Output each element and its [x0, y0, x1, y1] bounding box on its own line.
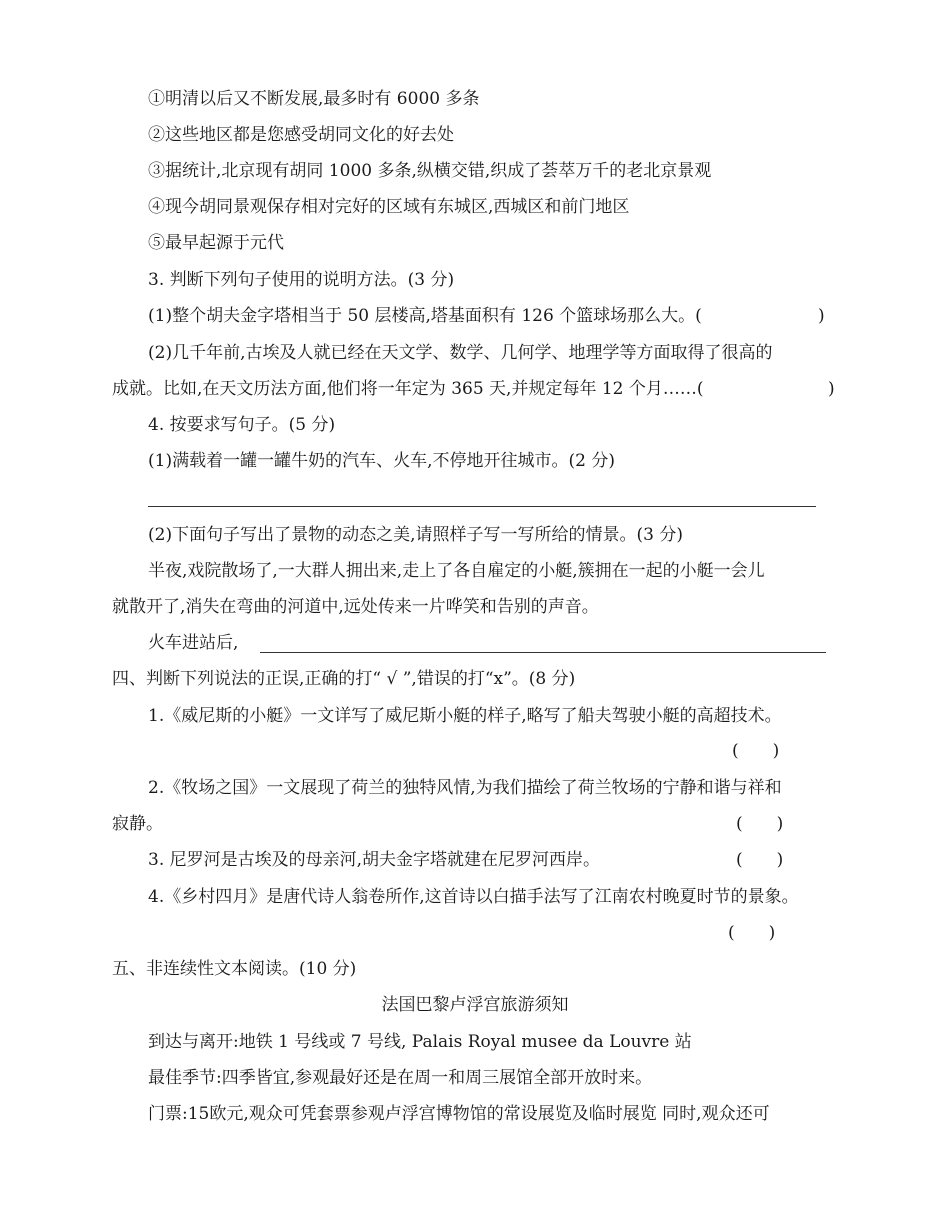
judgement-item-2: 2.《牧场之国》一文展现了荷兰的独特风情,为我们描绘了荷兰牧场的宁静和谐与祥和 — [148, 778, 782, 798]
reading-line-3: 门票:15欧元,观众可凭套票参观卢浮宫博物馆的常设展览及临时展览 同时,观众还可 — [148, 1104, 770, 1124]
section-5-title: 五、非连续性文本阅读。(10 分) — [112, 959, 357, 979]
answer-paren[interactable]: ( ) — [736, 814, 784, 834]
sentence-4: ④现今胡同景观保存相对完好的区域有东城区,西城区和前门地区 — [148, 197, 630, 217]
example-sentence: 半夜,戏院散场了,一大群人拥出来,走上了各自雇定的小艇,簇拥在一起的小艇一会儿 — [148, 561, 765, 581]
judgement-item-2-cont: 寂静。 — [112, 814, 163, 834]
reading-line-2: 最佳季节:四季皆宜,参观最好还是在周一和周三展馆全部开放时来。 — [148, 1068, 653, 1088]
question-3-part-1: (1)整个胡夫金字塔相当于 50 层楼高,塔基面积有 126 个篮球场那么大。( — [148, 306, 702, 326]
answer-paren[interactable]: ( ) — [728, 923, 776, 943]
question-3-part-2: (2)几千年前,古埃及人就已经在天文学、数学、几何学、地理学等方面取得了很高的 — [148, 343, 773, 363]
reading-title: 法国巴黎卢浮宫旅游须知 — [381, 995, 569, 1015]
judgement-item-3: 3. 尼罗河是古埃及的母亲河,胡夫金字塔就建在尼罗河西岸。 — [148, 850, 601, 870]
sentence-1: ①明清以后又不断发展,最多时有 6000 多条 — [148, 89, 480, 109]
answer-prompt: 火车进站后, — [148, 633, 239, 653]
question-3-part-2-cont: 成就。比如,在天文历法方面,他们将一年定为 365 天,并规定每年 12 个月……( — [112, 379, 704, 399]
question-4-title: 4. 按要求写句子。(5 分) — [148, 415, 336, 435]
example-sentence-cont: 就散开了,消失在弯曲的河道中,远处传来一片哗笑和告别的声音。 — [112, 597, 599, 617]
answer-line[interactable] — [148, 506, 816, 507]
answer-paren-close: ) — [828, 379, 835, 399]
question-4-part-2: (2)下面句子写出了景物的动态之美,请照样子写一写所给的情景。(3 分) — [148, 525, 683, 545]
sentence-3: ③据统计,北京现有胡同 1000 多条,纵横交错,织成了荟萃万千的老北京景观 — [148, 161, 712, 181]
answer-paren-close: ) — [818, 306, 825, 326]
answer-paren[interactable]: ( ) — [736, 850, 784, 870]
sentence-2: ②这些地区都是您感受胡同文化的好去处 — [148, 125, 454, 145]
answer-paren[interactable]: ( ) — [732, 741, 780, 761]
reading-line-1: 到达与离开:地铁 1 号线或 7 号线, Palais Royal musee da Louvre 站 — [148, 1032, 692, 1052]
sentence-5: ⑤最早起源于元代 — [148, 233, 284, 253]
judgement-item-4: 4.《乡村四月》是唐代诗人翁卷所作,这首诗以白描手法写了江南农村晚夏时节的景象。 — [148, 887, 799, 907]
answer-line[interactable] — [260, 652, 826, 653]
question-4-part-1: (1)满载着一罐一罐牛奶的汽车、火车,不停地开往城市。(2 分) — [148, 451, 615, 471]
judgement-item-1: 1.《威尼斯的小艇》一文详写了威尼斯小艇的样子,略写了船夫驾驶小艇的高超技术。 — [148, 706, 782, 726]
section-4-title: 四、判断下列说法的正误,正确的打“ √ ”,错误的打“x”。(8 分) — [112, 669, 576, 689]
question-3-title: 3. 判断下列句子使用的说明方法。(3 分) — [148, 270, 455, 290]
